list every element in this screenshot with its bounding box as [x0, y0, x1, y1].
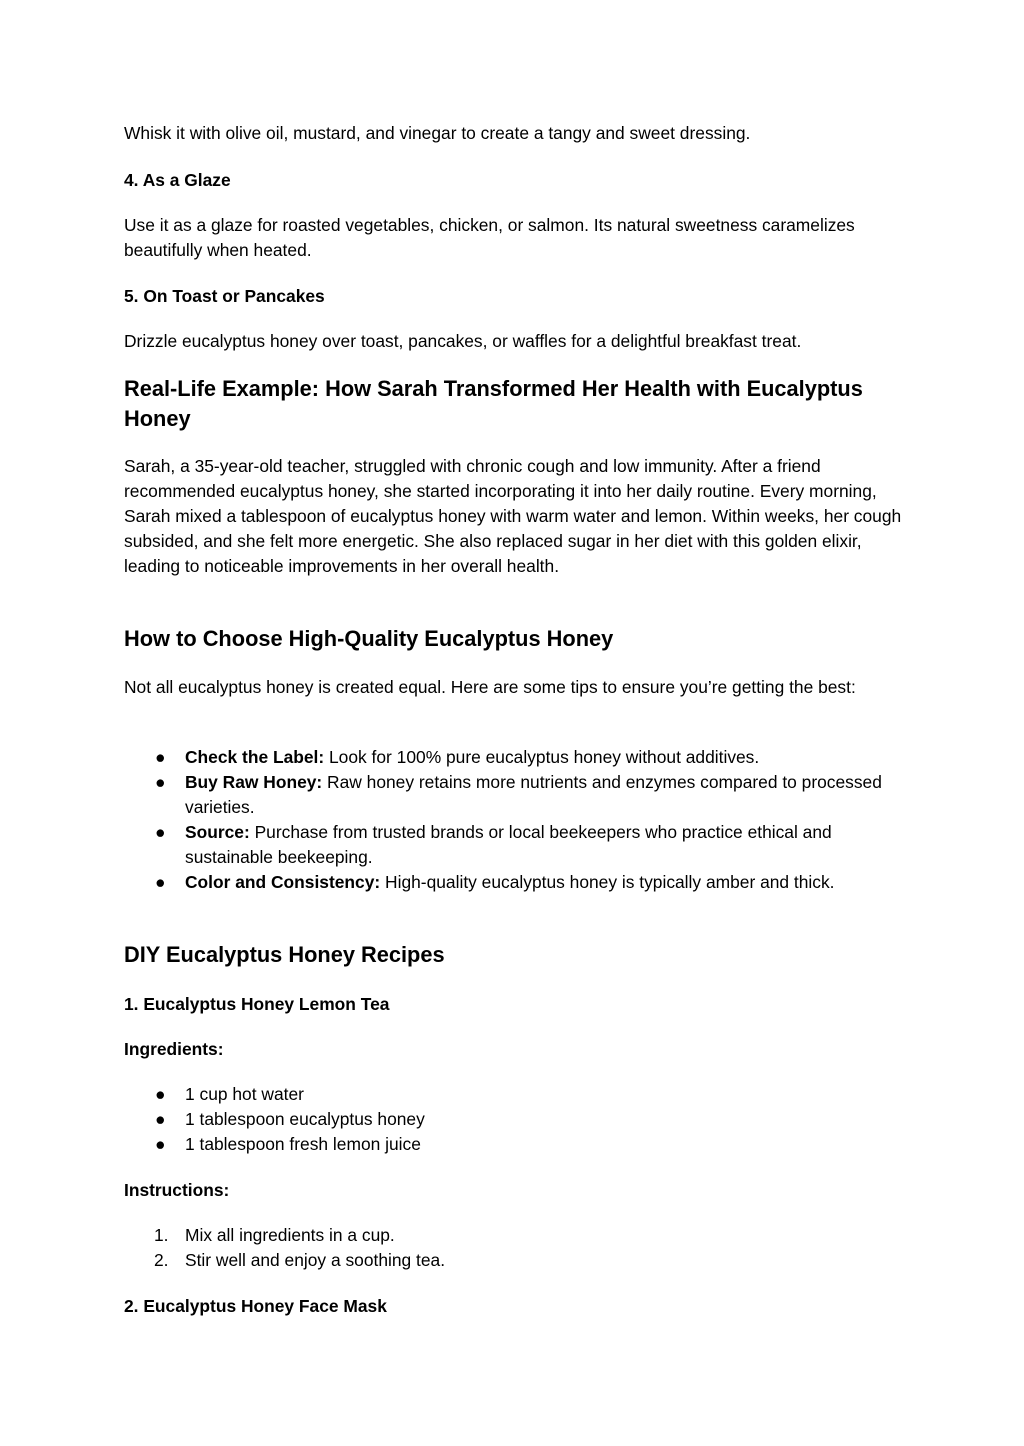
step-number: 1. [154, 1225, 169, 1245]
ingredient-text: 1 tablespoon eucalyptus honey [185, 1109, 425, 1129]
bullet-marker: ● [155, 1109, 166, 1129]
dressing-paragraph: Whisk it with olive oil, mustard, and vinegar to create a tangy and sweet dressing. [124, 123, 751, 143]
list-item [124, 1223, 904, 1248]
recipes-heading: DIY Eucalyptus Honey Recipes [124, 942, 445, 967]
tip-text: Raw honey retains more nutrients and enzymes compared to processed varieties. [185, 772, 882, 817]
recipe-title-face-mask: 2. Eucalyptus Honey Face Mask [124, 1296, 387, 1316]
choose-heading: How to Choose High-Quality Eucalyptus Honey [124, 626, 614, 651]
list-item [124, 820, 904, 870]
ingredient-text: 1 tablespoon fresh lemon juice [185, 1134, 421, 1154]
choose-intro: Not all eucalyptus honey is created equal. Here are some tips to ensure you’re getting the best: [124, 677, 856, 697]
list-item [124, 870, 904, 895]
ingredients-list [124, 1082, 904, 1157]
bullet-marker: ● [155, 772, 166, 792]
ingredients-label: Ingredients: [124, 1039, 224, 1059]
tip-text: Purchase from trusted brands or local beekeepers who practice ethical and sustainable beekeeping. [185, 822, 832, 867]
list-item [124, 1248, 904, 1273]
tip-label: Source: [185, 822, 250, 842]
bullet-marker: ● [155, 747, 166, 767]
list-item [124, 770, 904, 820]
tip-label: Check the Label: [185, 747, 325, 767]
use-heading-toast: 5. On Toast or Pancakes [124, 286, 325, 306]
step-text: Stir well and enjoy a soothing tea. [185, 1250, 446, 1270]
use-paragraph-glaze: Use it as a glaze for roasted vegetables, chicken, or salmon. Its natural sweetness caramelizes beautifully when heated. [124, 215, 855, 260]
step-number: 2. [154, 1250, 169, 1270]
tip-text: High-quality eucalyptus honey is typically amber and thick. [380, 872, 835, 892]
tips-list [124, 745, 904, 895]
example-paragraph: Sarah, a 35-year-old teacher, struggled with chronic cough and low immunity. After a friend recommended eucalyptus honey, she started incorporating it into her daily routine. Every morning, Sarah mixed a tablespoon of eucalyptus honey with warm water and lemon. Within weeks, her cough subsided, and she felt more energetic. She also replaced sugar in her diet with this golden elixir, leading to noticeable improvements in her overall health. [124, 456, 902, 576]
tip-text: Look for 100% pure eucalyptus honey without additives. [324, 747, 760, 767]
bullet-marker: ● [155, 1134, 166, 1154]
step-text: Mix all ingredients in a cup. [185, 1225, 395, 1245]
use-heading-glaze: 4. As a Glaze [124, 170, 231, 190]
recipe-title-tea: 1. Eucalyptus Honey Lemon Tea [124, 994, 390, 1014]
instructions-label: Instructions: [124, 1180, 230, 1200]
example-heading: Real-Life Example: How Sarah Transformed Her Health with Eucalyptus Honey [124, 376, 863, 431]
instructions-list [124, 1223, 904, 1273]
list-item [124, 1082, 904, 1107]
list-item [124, 745, 904, 770]
ingredient-text: 1 cup hot water [185, 1084, 304, 1104]
tip-label: Buy Raw Honey: [185, 772, 323, 792]
bullet-marker: ● [155, 822, 166, 842]
use-paragraph-toast: Drizzle eucalyptus honey over toast, pancakes, or waffles for a delightful breakfast treat. [124, 331, 802, 351]
list-item [124, 1107, 904, 1132]
bullet-marker: ● [155, 872, 166, 892]
bullet-marker: ● [155, 1084, 166, 1104]
list-item [124, 1132, 904, 1157]
tip-label: Color and Consistency: [185, 872, 381, 892]
